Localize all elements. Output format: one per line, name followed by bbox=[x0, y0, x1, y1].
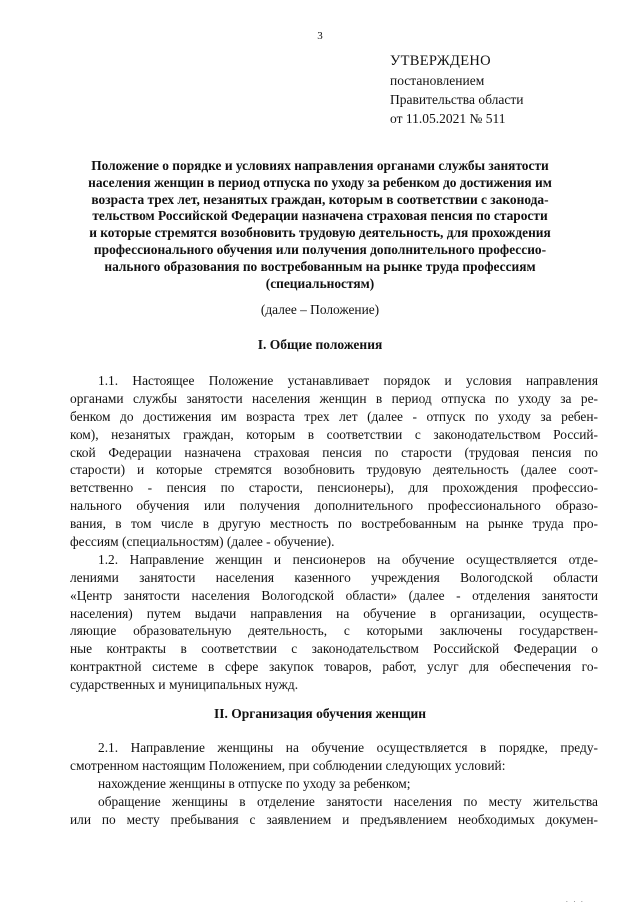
document-title bbox=[55, 158, 585, 292]
text-line: ные контракты в соответствии с законодательством Российской Федерации о bbox=[70, 641, 598, 657]
title-line: профессионального обучения или получения дополнительного профессио- bbox=[93, 241, 547, 257]
text-line: «Центр занятости населения Вологодской области» (далее - отделения занятости bbox=[70, 587, 598, 603]
text-line: или по месту пребывания с заявлением и предъявлением необходимых докумен- bbox=[70, 811, 598, 827]
text-line: бенком до достижения им возраста трех лет (далее - отпуск по уходу за ребен- bbox=[70, 408, 598, 424]
text-line: ляющие образовательную деятельность, с которыми заключены государствен- bbox=[70, 623, 598, 639]
text-line: фессиям (специальностям) (далее - обучение). bbox=[70, 534, 335, 550]
approval-line: Правительства области bbox=[390, 92, 524, 107]
title-line: населения женщин в период отпуска по уходу за ребенком до достижения им bbox=[88, 174, 552, 190]
approval-heading: УТВЕРЖДЕНО bbox=[390, 53, 491, 69]
title-line: и которые стремятся возобновить трудовую деятельность, для прохождения bbox=[89, 225, 551, 241]
approval-line: от 11.05.2021 № 511 bbox=[390, 111, 506, 126]
text-line: 1.2. Направление женщин и пенсионеров на обучение осуществляется отде- bbox=[98, 551, 598, 567]
text-line: нахождение женщины в отпуске по уходу за ребенком; bbox=[98, 775, 411, 791]
text-line: вания, в том числе в другую местность по востребованным на рынке труда про- bbox=[70, 516, 598, 532]
text-line: смотренном настоящим Положением, при соблюдении следующих условий: bbox=[70, 757, 506, 773]
text-line: сударственных и муниципальных нужд. bbox=[70, 677, 299, 693]
text-line: ком), незанятых граждан, которым в соответствии с законодательством Россий- bbox=[70, 426, 598, 442]
text-line: ветственно - пенсия по старости, пенсионеры), для прохождения профессио- bbox=[70, 480, 598, 496]
title-line: возраста трех лет, незанятых граждан, которым в соответствии с законода- bbox=[91, 191, 549, 207]
text-line: нального обучения или получения дополнительного профессионального образо- bbox=[70, 498, 598, 514]
page-number: 3 bbox=[317, 30, 323, 42]
footer-mark: . . . bbox=[566, 896, 585, 904]
paragraph-1-1 bbox=[70, 372, 598, 694]
text-line: 1.1. Настоящее Положение устанавливает порядок и условия направления bbox=[98, 373, 598, 388]
text-line: населения) путем выдачи направления на обучение в организации, осуществ- bbox=[70, 605, 598, 621]
section-heading-women-training: II. Организация обучения женщин bbox=[213, 706, 427, 721]
title-line: тельством Российской Федерации назначена страховая пенсия по старости bbox=[92, 208, 548, 224]
title-line: Положение о порядке и условиях направления органами службы занятости bbox=[91, 158, 549, 173]
section-heading-general: I. Общие положения bbox=[257, 337, 383, 352]
title-line: (специальностям) bbox=[265, 275, 375, 291]
text-line: 2.1. Направление женщины на обучение осуществляется в порядке, преду- bbox=[98, 740, 598, 755]
approval-stamp bbox=[390, 52, 523, 128]
document-subtitle: (далее – Положение) bbox=[260, 302, 380, 317]
text-line: обращение женщины в отделение занятости населения по месту жительства bbox=[98, 793, 598, 809]
title-line: нального образования по востребованным на рынке труда профессиям bbox=[104, 258, 536, 274]
text-line: органами службы занятости населения женщин в период отпуска по уходу за ре- bbox=[70, 390, 598, 406]
text-line: ской Федерации назначена страховая пенсия по старости (трудовая пенсия по bbox=[70, 444, 598, 460]
text-line: старости) и которые стремятся возобновить трудовую деятельность (далее соот- bbox=[70, 462, 598, 478]
text-line: контрактной системе в сфере закупок товаров, работ, услуг для обеспечения го- bbox=[70, 659, 598, 675]
text-line: лениями занятости населения казенного учреждения Вологодской области bbox=[70, 569, 598, 585]
paragraph-2-1 bbox=[70, 739, 598, 828]
approval-line: постановлением bbox=[390, 73, 485, 88]
